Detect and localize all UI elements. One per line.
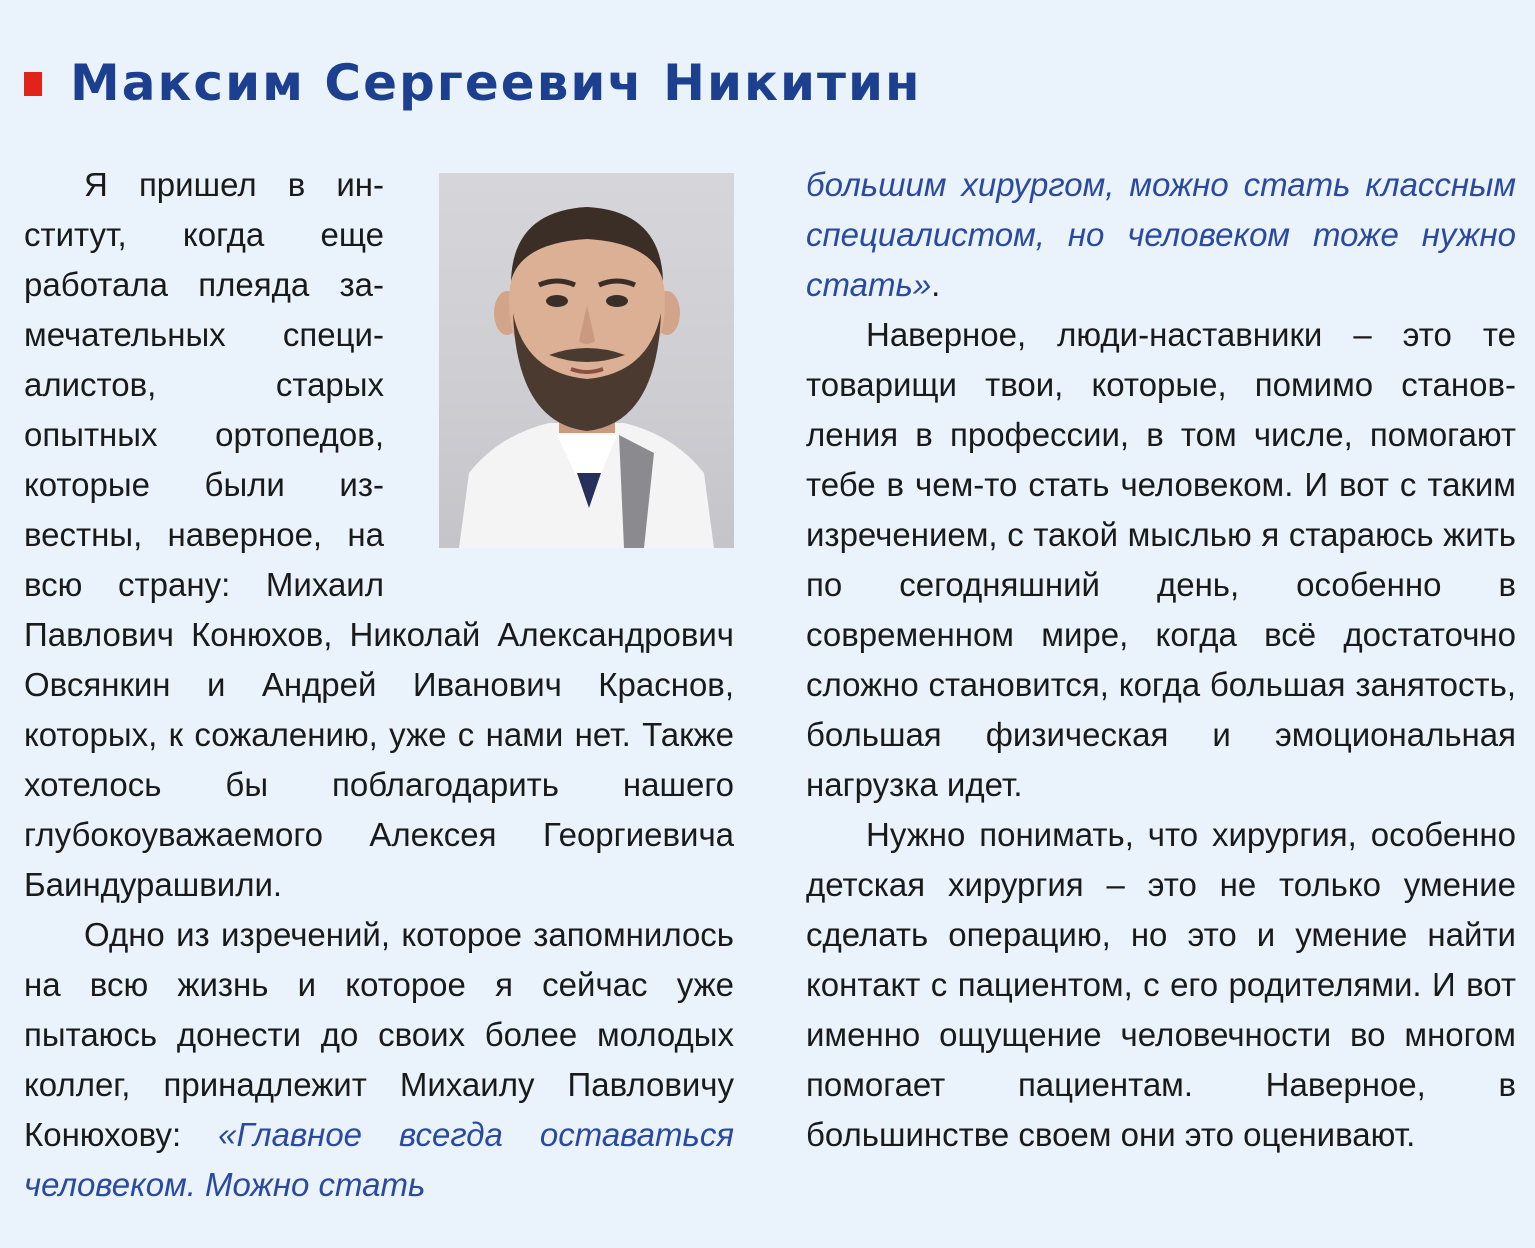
quote-period: . [931,266,941,303]
paragraph-intro: Я пришел в институт, когда еще работала плеяда замечательных специалистов, старых опытных ортопедов, которые были известны, наверное, на всю страну: Михаил Павлович Конюхов, Николай Александрович Овсянкин и Андрей Иванович Краснов, которых, к сожалению, уже с нами нет. Также хотелось бы поблагодарить нашего глубокоуважаемого Алексея Георгиевича Баиндурашвили. [24,166,734,903]
portrait-illustration [439,173,734,548]
paragraph-mentors: Наверное, люди-наставники – это те товарищи твои, которые, помимо становления в профессии, в том числе, помогают тебе в чем-то стать человеком. И вот с таким изречением, с такой мыслью я стараюсь жить по сегодняшний день, особенно в современном мире, когда всё достаточно сложно становится, когда большая занятость, большая физическая и эмоциональная нагрузка идет. [806,316,1516,803]
portrait-photo [439,173,734,548]
right-column [806,160,1516,1160]
quote-continuation: большим хирургом, можно стать классным специалистом, но человеком тоже нужно стать» [806,166,1516,303]
page-title: Максим Сергеевич Никитин [70,54,922,112]
paragraph-quote-intro [24,910,734,1210]
paragraph-quote-end [806,160,1516,310]
paragraph-text: Одно из изречений, которое запомнилось на всю жизнь и которое я сейчас уже пытаюсь донести до своих более молодых коллег, принадлежит Михаилу Павловичу Конюхову: [24,916,734,1153]
title-bullet [24,72,42,96]
quote-start: «Главное всегда оставаться человеком. Можно стать [24,1116,734,1203]
paragraph-surgery: Нужно понимать, что хирургия, особенно детская хирургия – это не только умение сделать операцию, но это и умение найти контакт с пациентом, с его родителями. И вот именно ощущение человечности во многом помогает пациентам. Наверное, в большинстве своем они это оценивают. [806,816,1516,1153]
